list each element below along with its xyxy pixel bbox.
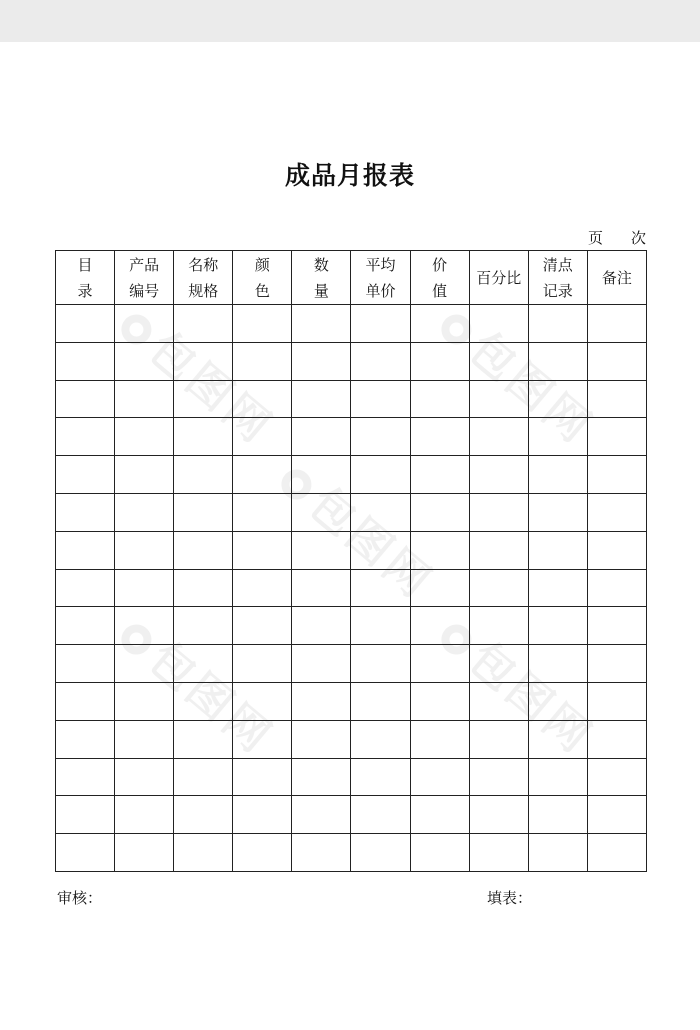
column-header-percentage: 百分比 xyxy=(469,251,528,305)
table-cell[interactable] xyxy=(587,645,646,683)
table-cell[interactable] xyxy=(351,493,410,531)
table-cell[interactable] xyxy=(233,456,292,494)
table-row xyxy=(56,645,647,683)
report-table xyxy=(55,250,647,872)
column-header-remarks: 备注 xyxy=(587,251,646,305)
table-cell[interactable] xyxy=(351,720,410,758)
table-cell[interactable] xyxy=(410,531,469,569)
table-cell[interactable] xyxy=(587,607,646,645)
table-cell[interactable] xyxy=(351,305,410,343)
table-cell[interactable] xyxy=(233,607,292,645)
table-cell[interactable] xyxy=(351,456,410,494)
table-cell[interactable] xyxy=(351,569,410,607)
table-cell[interactable] xyxy=(174,342,233,380)
table-cell[interactable] xyxy=(115,645,174,683)
table-cell[interactable] xyxy=(174,682,233,720)
table-cell[interactable] xyxy=(292,834,351,872)
table-cell[interactable] xyxy=(528,720,587,758)
table-cell[interactable] xyxy=(410,493,469,531)
table-cell[interactable] xyxy=(469,607,528,645)
table-row xyxy=(56,796,647,834)
table-cell[interactable] xyxy=(292,645,351,683)
table-cell[interactable] xyxy=(351,607,410,645)
table-cell[interactable] xyxy=(292,380,351,418)
table-cell[interactable] xyxy=(233,720,292,758)
table-cell[interactable] xyxy=(469,418,528,456)
table-cell[interactable] xyxy=(174,796,233,834)
column-header-value: 价 值 xyxy=(410,251,469,305)
watermark: 包图网 xyxy=(429,290,610,456)
table-cell[interactable] xyxy=(410,758,469,796)
column-header-avg-price: 平均 单价 xyxy=(351,251,410,305)
table-cell[interactable] xyxy=(528,607,587,645)
table-cell[interactable] xyxy=(292,607,351,645)
watermark: 包图网 xyxy=(429,600,610,766)
table-cell[interactable] xyxy=(174,758,233,796)
table-cell[interactable] xyxy=(410,342,469,380)
column-header-product-code: 产品 编号 xyxy=(115,251,174,305)
table-cell[interactable] xyxy=(115,682,174,720)
table-cell[interactable] xyxy=(587,493,646,531)
table-cell[interactable] xyxy=(528,645,587,683)
table-cell[interactable] xyxy=(56,682,115,720)
table-cell[interactable] xyxy=(351,758,410,796)
table-cell[interactable] xyxy=(410,834,469,872)
table-cell[interactable] xyxy=(587,834,646,872)
table-cell[interactable] xyxy=(587,418,646,456)
table-cell[interactable] xyxy=(587,682,646,720)
table-cell[interactable] xyxy=(587,456,646,494)
table-cell[interactable] xyxy=(115,607,174,645)
table-cell[interactable] xyxy=(56,607,115,645)
table-cell[interactable] xyxy=(115,834,174,872)
table-cell[interactable] xyxy=(56,456,115,494)
header-row xyxy=(56,251,647,305)
table-cell[interactable] xyxy=(528,418,587,456)
table-cell[interactable] xyxy=(174,456,233,494)
table-cell[interactable] xyxy=(410,720,469,758)
page-title: 成品月报表 xyxy=(284,161,415,190)
table-cell[interactable] xyxy=(56,645,115,683)
table-cell[interactable] xyxy=(233,418,292,456)
table-row xyxy=(56,531,647,569)
table-cell[interactable] xyxy=(115,342,174,380)
table-row xyxy=(56,342,647,380)
table-cell[interactable] xyxy=(351,531,410,569)
table-cell[interactable] xyxy=(410,418,469,456)
table-cell[interactable] xyxy=(56,342,115,380)
table-cell[interactable] xyxy=(587,342,646,380)
table-cell[interactable] xyxy=(528,758,587,796)
table-cell[interactable] xyxy=(351,834,410,872)
table-cell[interactable] xyxy=(410,682,469,720)
table-cell[interactable] xyxy=(528,796,587,834)
table-cell[interactable] xyxy=(174,645,233,683)
filler-label: 填表： xyxy=(487,889,533,907)
watermark: 包图网 xyxy=(269,445,450,611)
table-cell[interactable] xyxy=(56,380,115,418)
table-cell[interactable] xyxy=(115,758,174,796)
table-cell[interactable] xyxy=(292,418,351,456)
column-header-color: 颜 色 xyxy=(233,251,292,305)
table-row xyxy=(56,834,647,872)
column-header-name-spec: 名称 规格 xyxy=(174,251,233,305)
table-cell[interactable] xyxy=(174,493,233,531)
table-cell[interactable] xyxy=(56,305,115,343)
table-cell[interactable] xyxy=(115,796,174,834)
reviewer-label: 审核： xyxy=(57,889,103,907)
column-header-quantity: 数 量 xyxy=(292,251,351,305)
table-cell[interactable] xyxy=(56,796,115,834)
table-cell[interactable] xyxy=(469,456,528,494)
table-cell[interactable] xyxy=(469,493,528,531)
table-cell[interactable] xyxy=(292,796,351,834)
table-cell[interactable] xyxy=(587,720,646,758)
table-cell[interactable] xyxy=(469,720,528,758)
table-cell[interactable] xyxy=(115,380,174,418)
table-cell[interactable] xyxy=(292,342,351,380)
column-header-catalog: 目 录 xyxy=(56,251,115,305)
table-row xyxy=(56,569,647,607)
table-cell[interactable] xyxy=(56,720,115,758)
table-cell[interactable] xyxy=(469,305,528,343)
table-cell[interactable] xyxy=(528,380,587,418)
table-cell[interactable] xyxy=(587,305,646,343)
table-cell[interactable] xyxy=(410,305,469,343)
table-cell[interactable] xyxy=(233,380,292,418)
table-cell[interactable] xyxy=(233,682,292,720)
table-cell[interactable] xyxy=(410,796,469,834)
table-row xyxy=(56,380,647,418)
table-cell[interactable] xyxy=(351,342,410,380)
table-row xyxy=(56,493,647,531)
table-cell[interactable] xyxy=(233,569,292,607)
table-row xyxy=(56,418,647,456)
table-cell[interactable] xyxy=(469,645,528,683)
table-cell[interactable] xyxy=(351,645,410,683)
table-cell[interactable] xyxy=(115,493,174,531)
table-cell[interactable] xyxy=(115,418,174,456)
table-row xyxy=(56,720,647,758)
table-cell[interactable] xyxy=(56,569,115,607)
table-cell[interactable] xyxy=(528,493,587,531)
table-cell[interactable] xyxy=(469,380,528,418)
table-cell[interactable] xyxy=(174,305,233,343)
table-cell[interactable] xyxy=(292,531,351,569)
table-cell[interactable] xyxy=(292,305,351,343)
table-cell[interactable] xyxy=(292,493,351,531)
table-cell[interactable] xyxy=(233,305,292,343)
table-cell[interactable] xyxy=(56,493,115,531)
table-cell[interactable] xyxy=(469,758,528,796)
table-cell[interactable] xyxy=(233,796,292,834)
watermark: 包图网 xyxy=(109,290,290,456)
table-cell[interactable] xyxy=(292,456,351,494)
table-cell[interactable] xyxy=(115,531,174,569)
table-cell[interactable] xyxy=(115,456,174,494)
table-row xyxy=(56,456,647,494)
table-row xyxy=(56,682,647,720)
table-cell[interactable] xyxy=(528,682,587,720)
table-cell[interactable] xyxy=(410,380,469,418)
table-cell[interactable] xyxy=(528,569,587,607)
table-cell[interactable] xyxy=(587,569,646,607)
table-cell[interactable] xyxy=(469,531,528,569)
table-cell[interactable] xyxy=(174,418,233,456)
table-cell[interactable] xyxy=(233,758,292,796)
table-cell[interactable] xyxy=(528,342,587,380)
table-cell[interactable] xyxy=(528,456,587,494)
table-cell[interactable] xyxy=(56,758,115,796)
table-cell[interactable] xyxy=(292,720,351,758)
table-row xyxy=(56,305,647,343)
table-cell[interactable] xyxy=(469,682,528,720)
table-cell[interactable] xyxy=(56,834,115,872)
table-cell[interactable] xyxy=(174,607,233,645)
table-row xyxy=(56,607,647,645)
table-cell[interactable] xyxy=(410,569,469,607)
table-cell[interactable] xyxy=(351,682,410,720)
table-cell[interactable] xyxy=(410,645,469,683)
table-cell[interactable] xyxy=(115,720,174,758)
table-cell[interactable] xyxy=(174,834,233,872)
table-cell[interactable] xyxy=(233,834,292,872)
page-number-label: 页 次 xyxy=(587,229,646,247)
table-cell[interactable] xyxy=(233,645,292,683)
table-body xyxy=(56,305,647,872)
table-cell[interactable] xyxy=(174,531,233,569)
table-cell[interactable] xyxy=(469,834,528,872)
table-cell[interactable] xyxy=(233,493,292,531)
top-bar xyxy=(0,0,700,42)
table-cell[interactable] xyxy=(115,569,174,607)
table-cell[interactable] xyxy=(115,305,174,343)
watermark: 包图网 xyxy=(109,600,290,766)
table-cell[interactable] xyxy=(174,380,233,418)
table-cell[interactable] xyxy=(292,569,351,607)
table-cell[interactable] xyxy=(410,456,469,494)
table-cell[interactable] xyxy=(587,758,646,796)
table-cell[interactable] xyxy=(174,569,233,607)
table-cell[interactable] xyxy=(410,607,469,645)
table-cell[interactable] xyxy=(56,418,115,456)
table-cell[interactable] xyxy=(351,418,410,456)
table-cell[interactable] xyxy=(587,531,646,569)
table-cell[interactable] xyxy=(469,342,528,380)
table-cell[interactable] xyxy=(174,720,233,758)
table-cell[interactable] xyxy=(292,758,351,796)
table-cell[interactable] xyxy=(292,682,351,720)
table-cell[interactable] xyxy=(469,796,528,834)
table-cell[interactable] xyxy=(587,796,646,834)
table-cell[interactable] xyxy=(351,796,410,834)
table-cell[interactable] xyxy=(233,342,292,380)
table-row xyxy=(56,758,647,796)
table-cell[interactable] xyxy=(528,305,587,343)
table-cell[interactable] xyxy=(587,380,646,418)
column-header-inventory-record: 清点 记录 xyxy=(528,251,587,305)
table-cell[interactable] xyxy=(528,531,587,569)
table-cell[interactable] xyxy=(233,531,292,569)
table-cell[interactable] xyxy=(469,569,528,607)
table-cell[interactable] xyxy=(56,531,115,569)
table-cell[interactable] xyxy=(351,380,410,418)
table-cell[interactable] xyxy=(528,834,587,872)
